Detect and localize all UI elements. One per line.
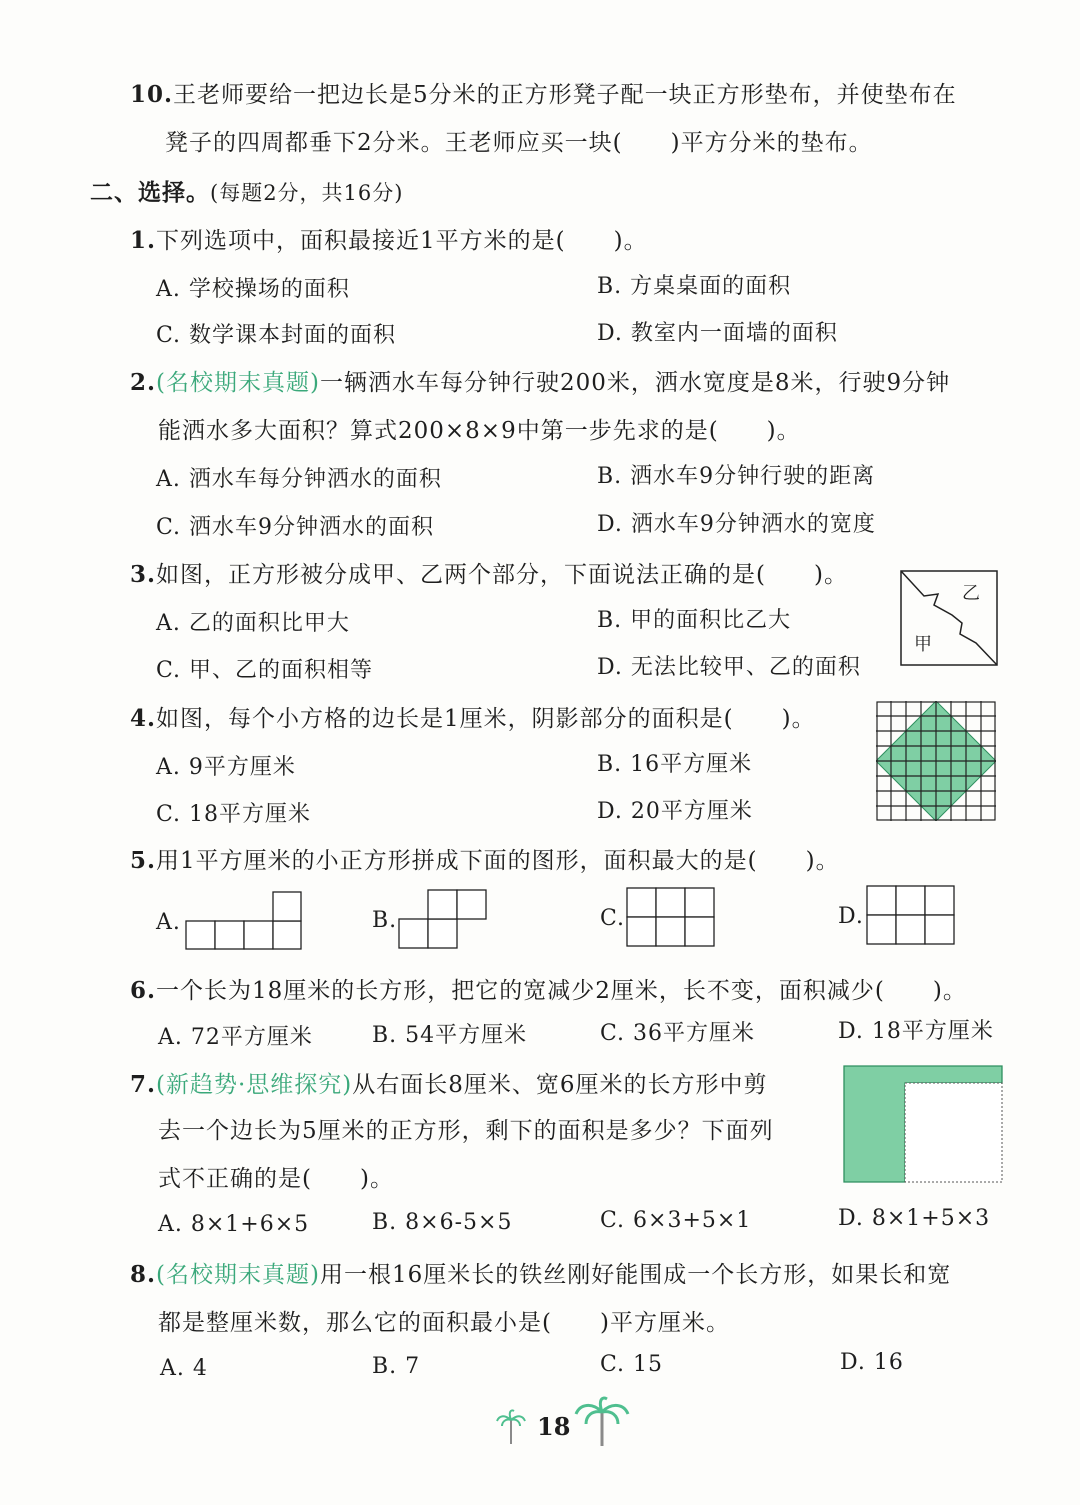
q7-line1 bbox=[130, 1066, 768, 1099]
q3-option-a: A. 乙的面积比甲大 bbox=[156, 611, 350, 636]
q5-shape-d bbox=[866, 884, 956, 946]
q5-option-c: C. bbox=[600, 906, 626, 931]
q7-text-2: 去一个边长为5厘米的正方形，剩下的面积是多少？下面列 bbox=[158, 1118, 774, 1144]
q2-option-c: C. 洒水车9分钟洒水的面积 bbox=[156, 515, 435, 540]
q7-option-a: A. 8×1+6×5 bbox=[158, 1212, 310, 1237]
q4-text: 如图，每个小方格的边长是1厘米，阴影部分的面积是( )。 bbox=[156, 706, 816, 732]
q2-option-d: D. 洒水车9分钟洒水的宽度 bbox=[597, 512, 876, 537]
q6-option-a: A. 72平方厘米 bbox=[158, 1025, 313, 1050]
q4-line1 bbox=[130, 700, 816, 733]
q10-text-2: 凳子的四周都垂下2分米。王老师应买一块( )平方分米的垫布。 bbox=[165, 130, 873, 156]
q8-option-d: D. 16 bbox=[840, 1350, 904, 1375]
q6-line1 bbox=[130, 972, 967, 1005]
q5-text: 用1平方厘米的小正方形拼成下面的图形，面积最大的是( )。 bbox=[156, 848, 840, 874]
q4-option-c: C. 18平方厘米 bbox=[156, 802, 312, 827]
q1-option-a: A. 学校操场的面积 bbox=[156, 277, 350, 302]
q6-option-b: B. 54平方厘米 bbox=[372, 1023, 528, 1048]
q10-text-1: 王老师要给一把边长是5分米的正方形凳子配一块正方形垫布，并使垫布在 bbox=[173, 82, 957, 108]
q2-text-2: 能洒水多大面积？算式200×8×9中第一步先求的是( )。 bbox=[158, 418, 801, 444]
q4-figure-grid bbox=[876, 701, 996, 821]
q7-number: 7. bbox=[130, 1071, 157, 1098]
q4-option-a: A. 9平方厘米 bbox=[156, 755, 296, 780]
q5-shape-c bbox=[626, 886, 716, 948]
q7-line2 bbox=[158, 1112, 774, 1145]
q1-option-c: C. 数学课本封面的面积 bbox=[156, 323, 397, 348]
q8-text-1: 用一根16厘米长的铁丝刚好能围成一个长方形，如果长和宽 bbox=[319, 1262, 952, 1288]
q2-option-b: B. 洒水车9分钟行驶的距离 bbox=[597, 464, 876, 489]
section-title: 二、选择。 bbox=[90, 179, 210, 206]
q5-shape-a bbox=[185, 890, 303, 950]
q8-tag: (名校期末真题) bbox=[156, 1262, 320, 1288]
q7-option-d: D. 8×1+5×3 bbox=[838, 1206, 991, 1231]
q6-option-d: D. 18平方厘米 bbox=[838, 1019, 994, 1044]
q1-number: 1. bbox=[130, 227, 157, 254]
q7-line3 bbox=[158, 1160, 394, 1193]
q7-figure-rectangle bbox=[843, 1065, 1003, 1183]
q5-option-d: D. bbox=[838, 904, 864, 929]
q2-line1 bbox=[130, 364, 950, 397]
q6-number: 6. bbox=[130, 977, 157, 1004]
q7-option-c: C. 6×3+5×1 bbox=[600, 1208, 752, 1233]
q6-option-c: C. 36平方厘米 bbox=[600, 1021, 756, 1046]
q2-text-1: 一辆洒水车每分钟行驶200米，洒水宽度是8米，行驶9分钟 bbox=[319, 370, 951, 396]
q1-line1 bbox=[130, 222, 648, 255]
q10-number: 10. bbox=[130, 81, 174, 108]
q7-tag: (新趋势·思维探究) bbox=[156, 1072, 353, 1098]
q4-option-b: B. 16平方厘米 bbox=[597, 752, 753, 777]
q2-option-a: A. 洒水车每分钟洒水的面积 bbox=[156, 467, 442, 492]
q3-line1 bbox=[130, 556, 848, 589]
q8-line2 bbox=[158, 1304, 730, 1337]
q3-option-c: C. 甲、乙的面积相等 bbox=[156, 658, 374, 683]
section-note: (每题2分，共16分) bbox=[210, 181, 404, 205]
q4-option-d: D. 20平方厘米 bbox=[597, 799, 753, 824]
q5-number: 5. bbox=[130, 847, 157, 874]
q6-text: 一个长为18厘米的长方形，把它的宽减少2厘米，长不变，面积减少( )。 bbox=[156, 978, 967, 1004]
q8-text-2: 都是整厘米数，那么它的面积最小是( )平方厘米。 bbox=[158, 1310, 730, 1336]
q3-figure-square bbox=[900, 570, 998, 666]
q8-number: 8. bbox=[130, 1261, 157, 1288]
q7-text-3: 式不正确的是( )。 bbox=[158, 1166, 394, 1192]
palm-tree-icon bbox=[496, 1408, 526, 1444]
q1-option-b: B. 方桌桌面的面积 bbox=[597, 274, 792, 299]
q3-number: 3. bbox=[130, 561, 157, 588]
q8-option-c: C. 15 bbox=[600, 1352, 664, 1377]
q8-option-a: A. 4 bbox=[160, 1356, 208, 1381]
q5-line1 bbox=[130, 842, 840, 875]
section-header bbox=[90, 174, 403, 207]
q5-option-b: B. bbox=[372, 908, 398, 933]
q2-tag: (名校期末真题) bbox=[156, 370, 320, 396]
q5-shape-b bbox=[398, 888, 488, 950]
q10-line1 bbox=[130, 76, 957, 109]
q2-number: 2. bbox=[130, 369, 157, 396]
q7-option-b: B. 8×6-5×5 bbox=[372, 1210, 513, 1235]
q10-line2 bbox=[165, 124, 873, 157]
q3-option-d: D. 无法比较甲、乙的面积 bbox=[597, 655, 861, 680]
q3-label-jia: 甲 bbox=[914, 634, 932, 655]
q3-label-yi: 乙 bbox=[962, 583, 980, 604]
q7-text-1: 从右面长8厘米、宽6厘米的长方形中剪 bbox=[352, 1072, 768, 1098]
q2-line2 bbox=[158, 412, 801, 445]
page-number: 18 bbox=[537, 1412, 571, 1441]
q8-line1 bbox=[130, 1256, 951, 1289]
q1-option-d: D. 教室内一面墙的面积 bbox=[597, 321, 838, 346]
q5-option-a: A. bbox=[156, 910, 181, 935]
q1-text: 下列选项中，面积最接近1平方米的是( )。 bbox=[156, 228, 648, 254]
q8-option-b: B. 7 bbox=[372, 1354, 421, 1379]
q4-number: 4. bbox=[130, 705, 157, 732]
palm-tree-icon bbox=[574, 1396, 630, 1446]
q3-text: 如图，正方形被分成甲、乙两个部分，下面说法正确的是( )。 bbox=[156, 562, 848, 588]
q3-option-b: B. 甲的面积比乙大 bbox=[597, 608, 792, 633]
